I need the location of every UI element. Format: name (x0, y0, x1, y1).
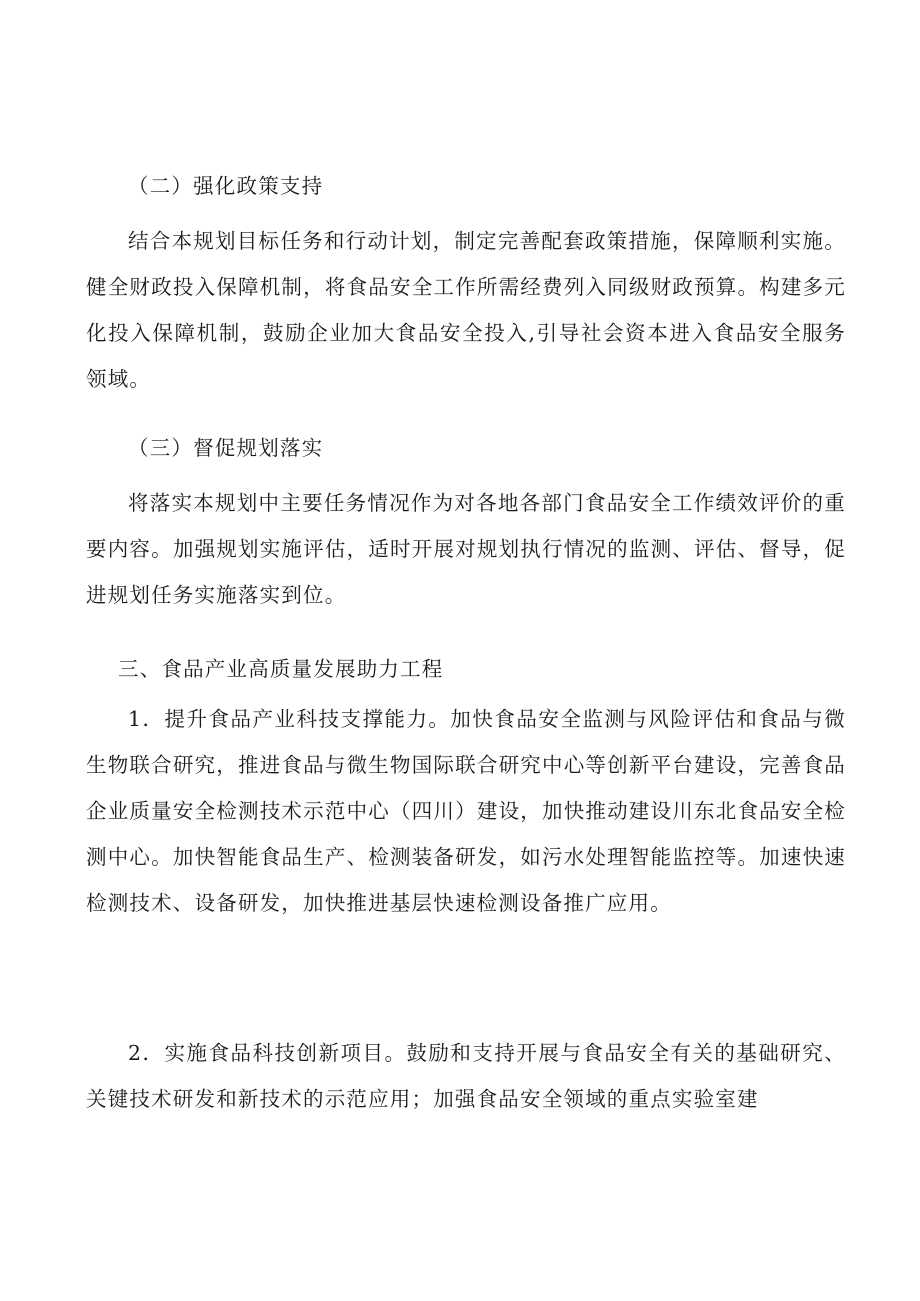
section-three-heading: （三）督促规划落实 (128, 436, 324, 460)
section-three-body: 将落实本规划中主要任务情况作为对各地各部门食品安全工作绩效评价的重要内容。加强规划实施评估，适时开展对规划执行情况的监测、评估、督导，促进规划任务实施落实到位。 (86, 491, 846, 607)
section-two-body: 结合本规划目标任务和行动计划，制定完善配套政策措施，保障顺利实施。健全财政投入保障机制，将食品安全工作所需经费列入同级财政预算。构建多元化投入保障机制，鼓励企业加大食品安全投入,引导社会资本进入食品安全服务领域。 (86, 229, 846, 391)
item-one-paragraph: 1．提升食品产业科技支撑能力。加快食品安全监测与风险评估和食品与微生物联合研究，推进食品与微生物国际联合研究中心等创新平台建设，完善食品企业质量安全检测技术示范中心（四川）建设，加快推动建设川东北食品安全检测中心。加快智能食品生产、检测装备研发，如污水处理智能监控等。加速快速检测技术、设备研发，加快推进基层快速检测设备推广应用。 (86, 707, 846, 915)
section-two-heading: （二）强化政策支持 (128, 174, 324, 198)
item-two-paragraph: 2．实施食品科技创新项目。鼓励和支持开展与食品安全有关的基础研究、关键技术研发和新技术的示范应用；加强食品安全领域的重点实验室建 (86, 1041, 846, 1111)
part-three-heading: 三、食品产业高质量发展助力工程 (118, 657, 444, 681)
